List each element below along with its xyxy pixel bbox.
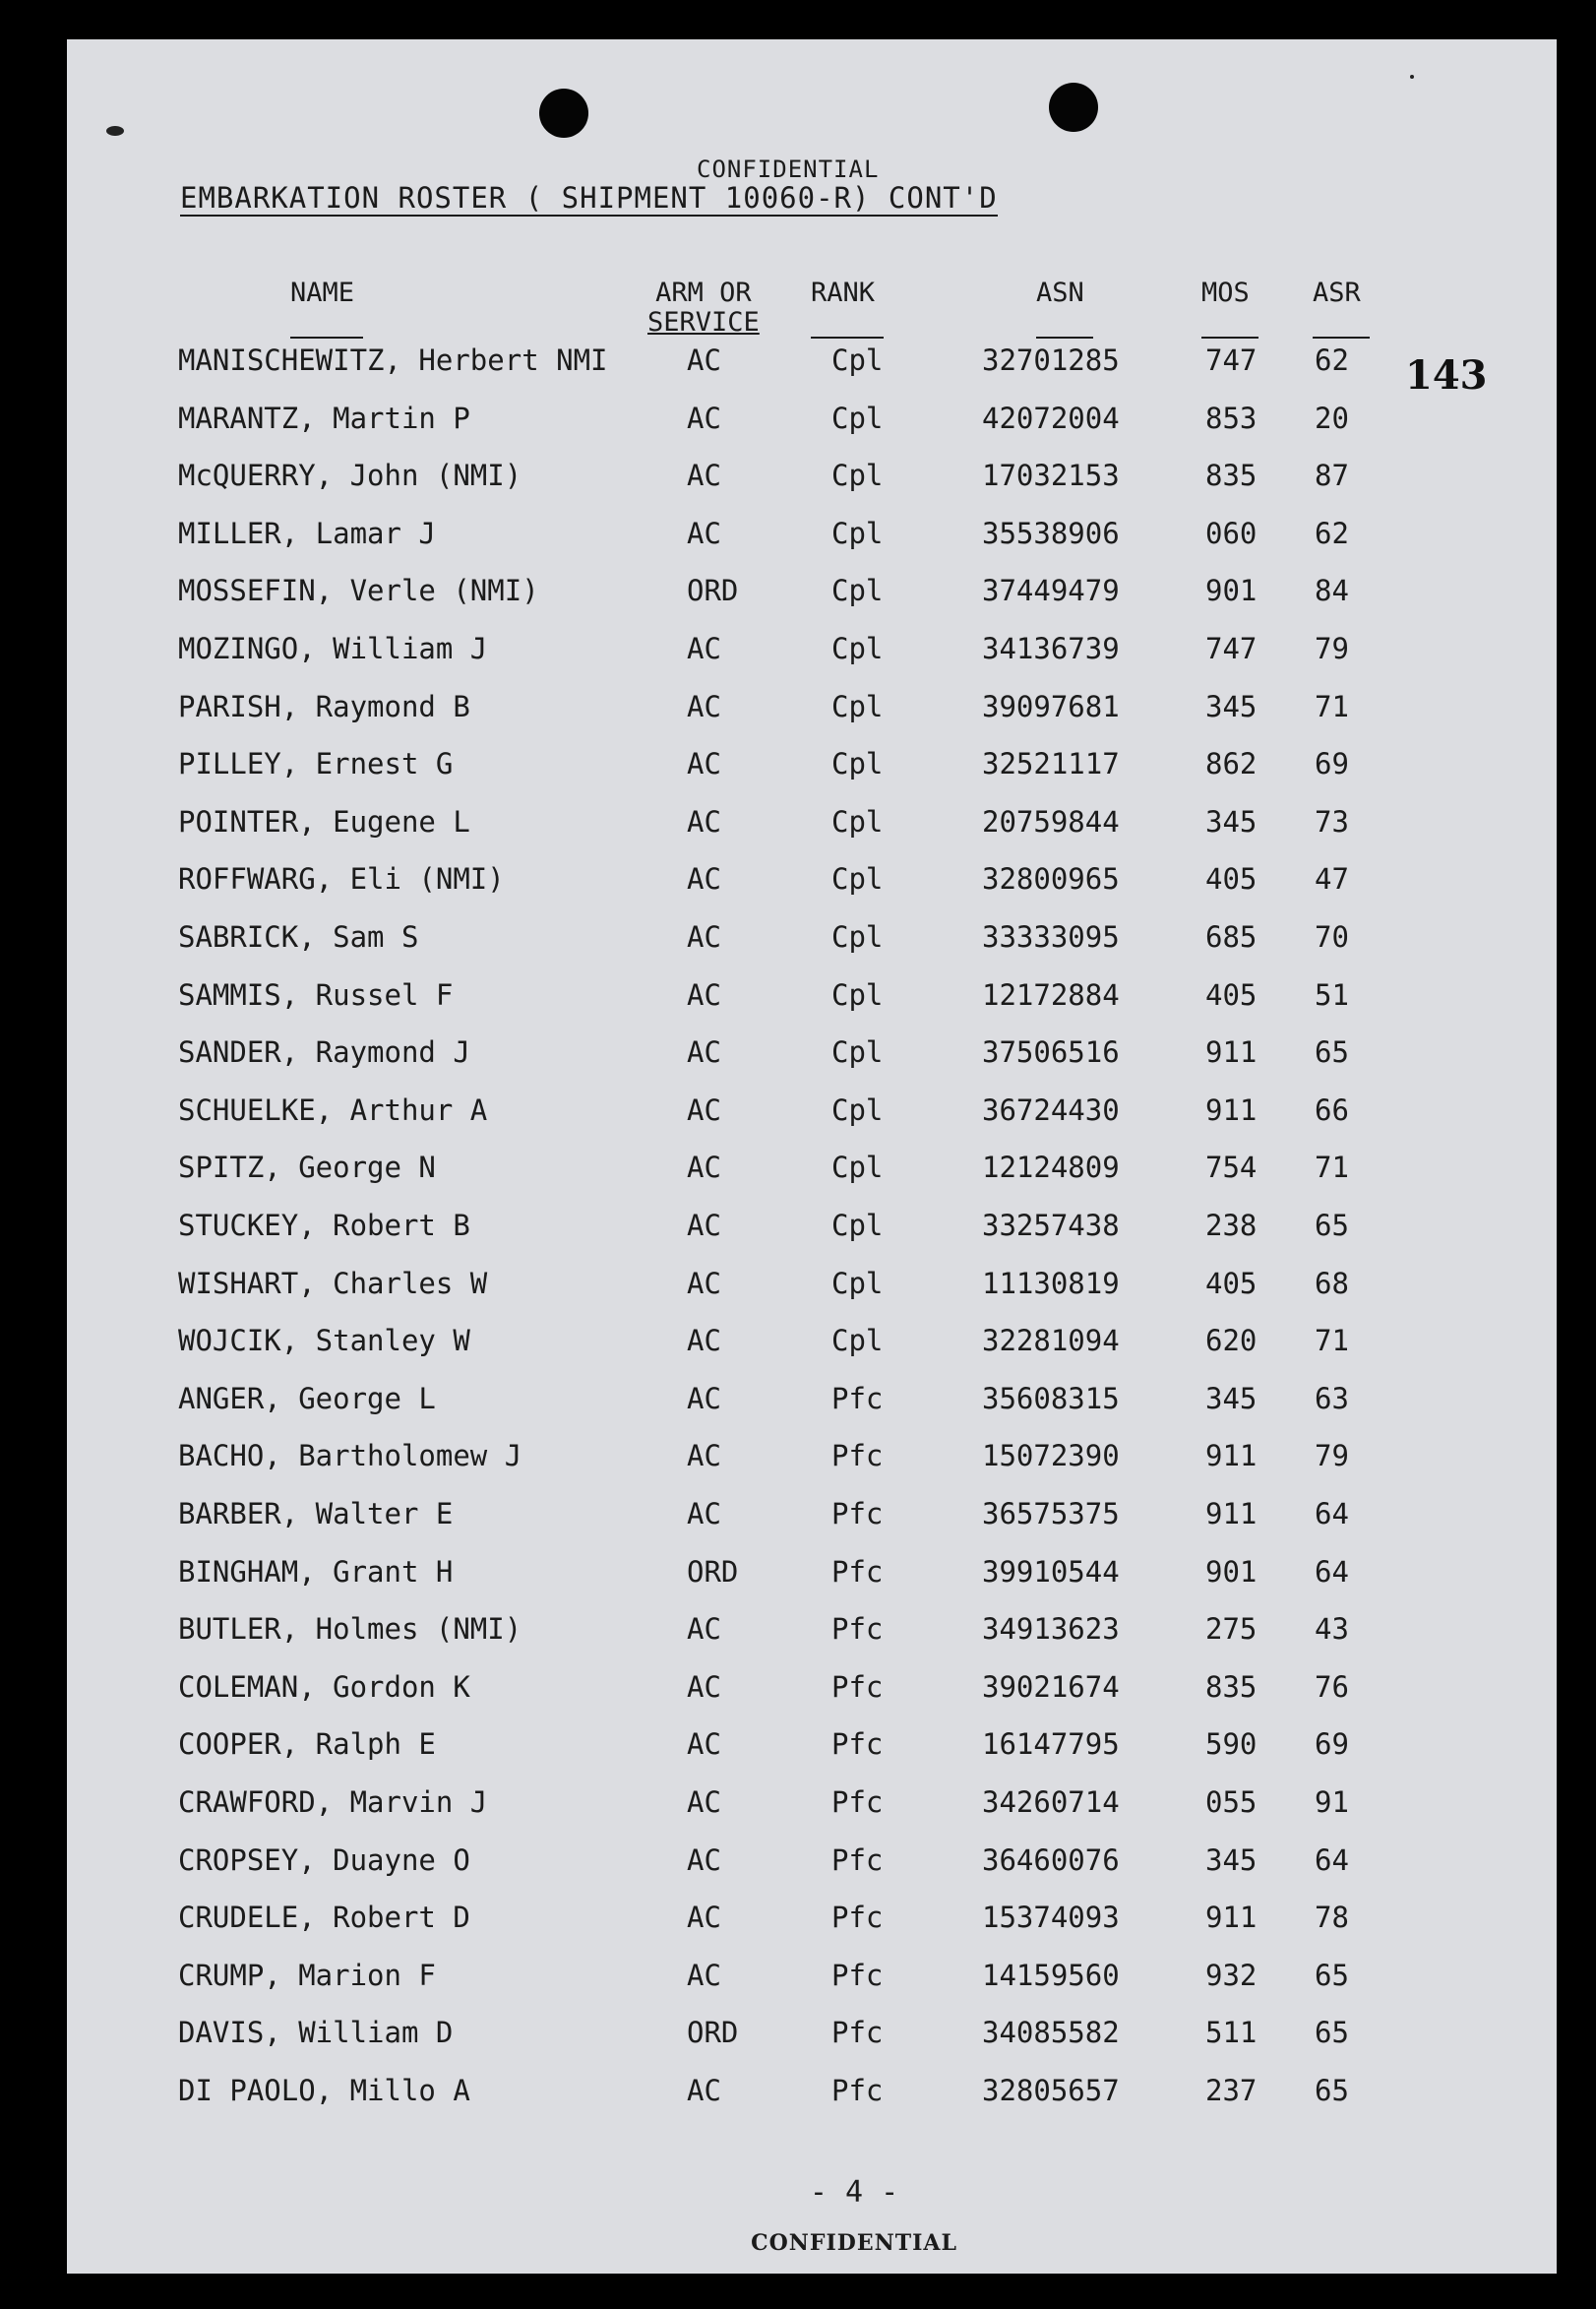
ink-speck [106, 126, 124, 136]
cell-arm: ORD [687, 574, 739, 608]
cell-mos: 901 [1205, 574, 1258, 608]
cell-asr: 47 [1315, 862, 1349, 897]
cell-mos: 911 [1205, 1439, 1258, 1473]
cell-asn: 12172884 [982, 977, 1120, 1012]
page-title: EMBARKATION ROSTER ( SHIPMENT 10060-R) CONT'D [180, 181, 998, 215]
cell-mos: 862 [1205, 747, 1258, 781]
cell-asn: 42072004 [982, 401, 1120, 435]
cell-asn: 39021674 [982, 1669, 1120, 1704]
cell-rank: Cpl [831, 343, 884, 377]
cell-asr: 62 [1315, 516, 1349, 550]
cell-arm: AC [687, 401, 721, 435]
cell-asr: 71 [1315, 1151, 1349, 1185]
table-row [67, 1091, 1557, 1130]
cell-rank: Pfc [831, 1958, 884, 1992]
cell-name: ROFFWARG, Eli (NMI) [178, 862, 505, 897]
cell-arm: AC [687, 1785, 721, 1819]
table-row [67, 744, 1557, 783]
cell-arm: AC [687, 516, 721, 550]
cell-mos: 511 [1205, 2016, 1258, 2050]
cell-asn: 34085582 [982, 2016, 1120, 2050]
cell-arm: AC [687, 1035, 721, 1070]
cell-mos: 405 [1205, 1266, 1258, 1300]
column-rule [1313, 337, 1370, 339]
cell-asn: 36724430 [982, 1092, 1120, 1127]
cell-arm: AC [687, 862, 721, 897]
table-row [67, 917, 1557, 957]
cell-asr: 70 [1315, 920, 1349, 954]
cell-rank: Pfc [831, 1554, 884, 1589]
cell-mos: 620 [1205, 1324, 1258, 1358]
cell-mos: 237 [1205, 2074, 1258, 2107]
cell-name: PARISH, Raymond B [178, 689, 470, 723]
cell-mos: 747 [1205, 632, 1258, 665]
cell-arm: AC [687, 920, 721, 954]
cell-asn: 36575375 [982, 1497, 1120, 1530]
cell-asn: 12124809 [982, 1151, 1120, 1185]
cell-asn: 32800965 [982, 862, 1120, 897]
column-header-asn: ASN [1036, 278, 1084, 308]
footer-classification: CONFIDENTIAL [751, 2230, 957, 2256]
cell-name: WISHART, Charles W [178, 1266, 488, 1300]
cell-asn: 32701285 [982, 343, 1120, 377]
cell-rank: Pfc [831, 1785, 884, 1819]
cell-name: CROPSEY, Duayne O [178, 1842, 470, 1877]
column-header-arm-line1: ARM OR [655, 278, 752, 308]
cell-name: COOPER, Ralph E [178, 1727, 436, 1762]
cell-rank: Cpl [831, 1035, 884, 1070]
cell-name: BUTLER, Holmes (NMI) [178, 1612, 522, 1647]
cell-name: CRUDELE, Robert D [178, 1901, 470, 1935]
cell-asr: 65 [1315, 1209, 1349, 1242]
cell-rank: Pfc [831, 1381, 884, 1415]
cell-arm: AC [687, 343, 721, 377]
cell-rank: Cpl [831, 1092, 884, 1127]
cell-rank: Pfc [831, 1439, 884, 1473]
cell-mos: 835 [1205, 1669, 1258, 1704]
cell-arm: AC [687, 1381, 721, 1415]
table-row [67, 1379, 1557, 1418]
cell-rank: Cpl [831, 516, 884, 550]
cell-rank: Pfc [831, 1727, 884, 1762]
cell-rank: Cpl [831, 689, 884, 723]
page-number: - 4 - [809, 2175, 899, 2210]
cell-asr: 73 [1315, 804, 1349, 839]
cell-arm: ORD [687, 2016, 739, 2050]
cell-name: CRAWFORD, Marvin J [178, 1785, 488, 1819]
table-row [67, 514, 1557, 553]
cell-asn: 16147795 [982, 1727, 1120, 1762]
table-row [67, 1264, 1557, 1303]
cell-rank: Cpl [831, 977, 884, 1012]
cell-rank: Pfc [831, 1669, 884, 1704]
table-row [67, 975, 1557, 1015]
cell-name: SANDER, Raymond J [178, 1035, 470, 1070]
table-row [67, 1782, 1557, 1822]
cell-mos: 911 [1205, 1092, 1258, 1127]
cell-name: WOJCIK, Stanley W [178, 1324, 470, 1358]
cell-asn: 15374093 [982, 1901, 1120, 1935]
cell-mos: 911 [1205, 1901, 1258, 1935]
cell-arm: AC [687, 632, 721, 665]
cell-name: SCHUELKE, Arthur A [178, 1092, 488, 1127]
cell-asr: 51 [1315, 977, 1349, 1012]
cell-asn: 15072390 [982, 1439, 1120, 1473]
cell-arm: AC [687, 1266, 721, 1300]
table-row [67, 1841, 1557, 1880]
cell-name: BINGHAM, Grant H [178, 1554, 454, 1589]
cell-mos: 590 [1205, 1727, 1258, 1762]
cell-rank: Cpl [831, 804, 884, 839]
table-row [67, 687, 1557, 726]
column-rule [290, 337, 363, 339]
cell-mos: 405 [1205, 977, 1258, 1012]
table-row [67, 1956, 1557, 1995]
cell-mos: 345 [1205, 689, 1258, 723]
cell-asr: 69 [1315, 1727, 1349, 1762]
cell-asn: 20759844 [982, 804, 1120, 839]
column-header-mos: MOS [1201, 278, 1250, 308]
cell-name: DAVIS, William D [178, 2016, 454, 2050]
cell-name: MILLER, Lamar J [178, 516, 436, 550]
cell-asr: 65 [1315, 2016, 1349, 2050]
cell-name: POINTER, Eugene L [178, 804, 470, 839]
table-row [67, 1609, 1557, 1649]
cell-arm: AC [687, 1612, 721, 1647]
cell-arm: AC [687, 459, 721, 493]
cell-name: MOSSEFIN, Verle (NMI) [178, 574, 539, 608]
cell-arm: AC [687, 1324, 721, 1358]
cell-asn: 34913623 [982, 1612, 1120, 1647]
table-row [67, 399, 1557, 438]
cell-mos: 345 [1205, 1842, 1258, 1877]
cell-asn: 37506516 [982, 1035, 1120, 1070]
cell-rank: Pfc [831, 1612, 884, 1647]
cell-asn: 35608315 [982, 1381, 1120, 1415]
page-stamp-number: 143 [1405, 352, 1488, 399]
cell-asr: 66 [1315, 1092, 1349, 1127]
cell-name: McQUERRY, John (NMI) [178, 459, 522, 493]
cell-name: MARANTZ, Martin P [178, 401, 470, 435]
cell-asr: 91 [1315, 1785, 1349, 1819]
punch-hole-left [539, 89, 588, 138]
cell-asr: 43 [1315, 1612, 1349, 1647]
table-row [67, 1321, 1557, 1360]
cell-arm: AC [687, 1209, 721, 1242]
cell-asn: 11130819 [982, 1266, 1120, 1300]
cell-name: BARBER, Walter E [178, 1497, 454, 1530]
table-row [67, 1032, 1557, 1072]
cell-mos: 685 [1205, 920, 1258, 954]
cell-name: DI PAOLO, Millo A [178, 2074, 470, 2107]
cell-mos: 835 [1205, 459, 1258, 493]
cell-mos: 901 [1205, 1554, 1258, 1589]
cell-arm: AC [687, 1151, 721, 1185]
cell-asr: 63 [1315, 1381, 1349, 1415]
cell-name: SPITZ, George N [178, 1151, 436, 1185]
cell-asn: 32521117 [982, 747, 1120, 781]
table-row [67, 1148, 1557, 1187]
cell-rank: Cpl [831, 1151, 884, 1185]
cell-asn: 33257438 [982, 1209, 1120, 1242]
cell-asr: 62 [1315, 343, 1349, 377]
cell-asr: 65 [1315, 2074, 1349, 2107]
cell-asr: 84 [1315, 574, 1349, 608]
cell-asr: 87 [1315, 459, 1349, 493]
cell-arm: AC [687, 689, 721, 723]
cell-rank: Pfc [831, 1901, 884, 1935]
column-header-asr: ASR [1313, 278, 1361, 308]
cell-name: BACHO, Bartholomew J [178, 1439, 522, 1473]
cell-mos: 747 [1205, 343, 1258, 377]
table-row [67, 1436, 1557, 1475]
cell-mos: 911 [1205, 1497, 1258, 1530]
cell-rank: Cpl [831, 920, 884, 954]
cell-asn: 39910544 [982, 1554, 1120, 1589]
cell-mos: 754 [1205, 1151, 1258, 1185]
table-row [67, 1667, 1557, 1707]
cell-asn: 17032153 [982, 459, 1120, 493]
cell-mos: 345 [1205, 1381, 1258, 1415]
table-row [67, 1552, 1557, 1591]
cell-asr: 65 [1315, 1958, 1349, 1992]
cell-arm: AC [687, 2074, 721, 2107]
cell-asr: 79 [1315, 632, 1349, 665]
cell-rank: Cpl [831, 1209, 884, 1242]
cell-asr: 69 [1315, 747, 1349, 781]
cell-asn: 34260714 [982, 1785, 1120, 1819]
cell-asr: 71 [1315, 1324, 1349, 1358]
cell-name: PILLEY, Ernest G [178, 747, 454, 781]
cell-mos: 345 [1205, 804, 1258, 839]
cell-arm: ORD [687, 1554, 739, 1589]
cell-rank: Cpl [831, 459, 884, 493]
ink-speck [1410, 75, 1414, 79]
cell-asn: 35538906 [982, 516, 1120, 550]
cell-rank: Cpl [831, 632, 884, 665]
table-row [67, 629, 1557, 668]
cell-asr: 64 [1315, 1554, 1349, 1589]
column-rule [1201, 337, 1258, 339]
table-row [67, 456, 1557, 495]
cell-mos: 405 [1205, 862, 1258, 897]
table-row [67, 1898, 1557, 1937]
cell-name: ANGER, George L [178, 1381, 436, 1415]
cell-asn: 37449479 [982, 574, 1120, 608]
cell-rank: Pfc [831, 2016, 884, 2050]
cell-asn: 36460076 [982, 1842, 1120, 1877]
cell-arm: AC [687, 1727, 721, 1762]
cell-asn: 34136739 [982, 632, 1120, 665]
cell-arm: AC [687, 1842, 721, 1877]
cell-name: SABRICK, Sam S [178, 920, 419, 954]
cell-mos: 275 [1205, 1612, 1258, 1647]
cell-asr: 64 [1315, 1842, 1349, 1877]
punch-hole-right [1049, 83, 1098, 132]
cell-asn: 32805657 [982, 2074, 1120, 2107]
column-header-rank: RANK [811, 278, 876, 308]
cell-mos: 060 [1205, 516, 1258, 550]
table-row [67, 341, 1557, 380]
cell-asr: 76 [1315, 1669, 1349, 1704]
cell-name: CRUMP, Marion F [178, 1958, 436, 1992]
cell-asr: 71 [1315, 689, 1349, 723]
cell-arm: AC [687, 804, 721, 839]
cell-arm: AC [687, 1901, 721, 1935]
cell-asr: 65 [1315, 1035, 1349, 1070]
cell-rank: Cpl [831, 862, 884, 897]
cell-mos: 238 [1205, 1209, 1258, 1242]
column-header-arm [647, 279, 760, 338]
table-row [67, 2013, 1557, 2052]
cell-asn: 14159560 [982, 1958, 1120, 1992]
cell-name: MOZINGO, William J [178, 632, 488, 665]
cell-rank: Pfc [831, 1842, 884, 1877]
table-row [67, 1206, 1557, 1245]
table-row [67, 802, 1557, 842]
cell-name: COLEMAN, Gordon K [178, 1669, 470, 1704]
column-header-name: NAME [290, 278, 355, 308]
cell-rank: Cpl [831, 574, 884, 608]
cell-arm: AC [687, 977, 721, 1012]
cell-arm: AC [687, 747, 721, 781]
document-page [67, 39, 1557, 2274]
cell-asn: 33333095 [982, 920, 1120, 954]
cell-rank: Cpl [831, 1324, 884, 1358]
cell-asr: 68 [1315, 1266, 1349, 1300]
header-classification: CONFIDENTIAL [697, 156, 880, 183]
column-header-arm-line2: SERVICE [647, 307, 760, 338]
cell-rank: Pfc [831, 1497, 884, 1530]
table-row [67, 859, 1557, 899]
cell-name: STUCKEY, Robert B [178, 1209, 470, 1242]
table-row [67, 1494, 1557, 1533]
table-row [67, 1724, 1557, 1764]
cell-arm: AC [687, 1669, 721, 1704]
cell-mos: 055 [1205, 1785, 1258, 1819]
table-row [67, 571, 1557, 610]
cell-arm: AC [687, 1497, 721, 1530]
cell-name: MANISCHEWITZ, Herbert NMI [178, 343, 608, 377]
cell-asn: 32281094 [982, 1324, 1120, 1358]
cell-mos: 911 [1205, 1035, 1258, 1070]
cell-arm: AC [687, 1439, 721, 1473]
cell-asr: 20 [1315, 401, 1349, 435]
column-rule [811, 337, 884, 339]
cell-name: SAMMIS, Russel F [178, 977, 454, 1012]
cell-rank: Cpl [831, 401, 884, 435]
table-row [67, 2071, 1557, 2110]
cell-rank: Pfc [831, 2074, 884, 2107]
cell-arm: AC [687, 1958, 721, 1992]
cell-asr: 79 [1315, 1439, 1349, 1473]
cell-asr: 78 [1315, 1901, 1349, 1935]
cell-asr: 64 [1315, 1497, 1349, 1530]
cell-mos: 853 [1205, 401, 1258, 435]
cell-asn: 39097681 [982, 689, 1120, 723]
cell-mos: 932 [1205, 1958, 1258, 1992]
column-rule [1036, 337, 1093, 339]
cell-rank: Cpl [831, 1266, 884, 1300]
cell-rank: Cpl [831, 747, 884, 781]
cell-arm: AC [687, 1092, 721, 1127]
